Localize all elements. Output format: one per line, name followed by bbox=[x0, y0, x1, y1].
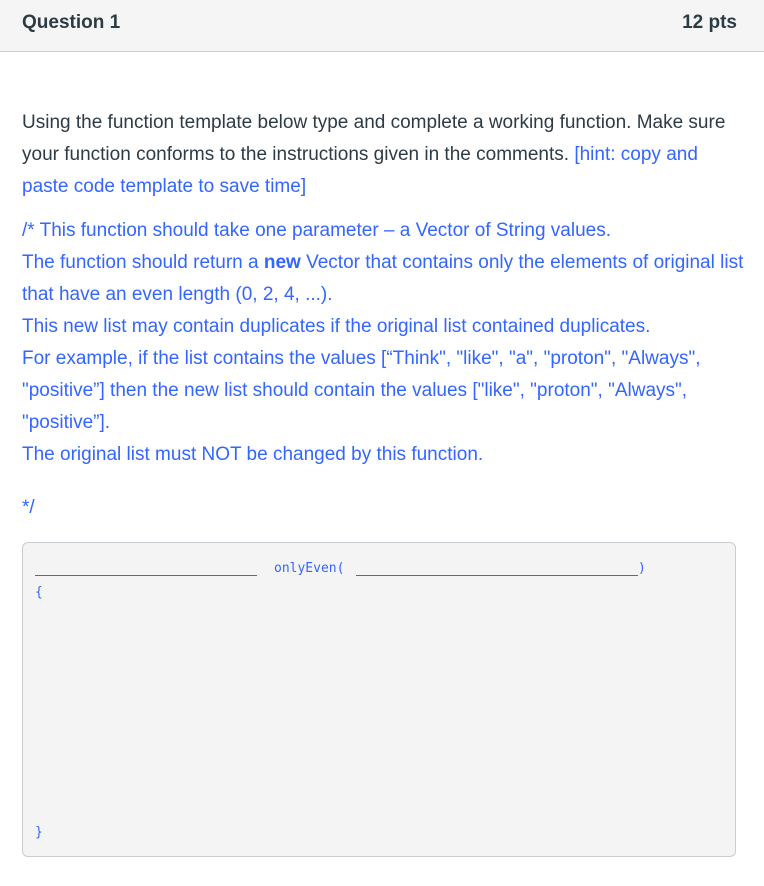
intro-paragraph bbox=[22, 107, 744, 203]
comment-close: */ bbox=[22, 497, 35, 518]
close-brace: } bbox=[35, 825, 43, 840]
comment-line-1: /* This function should take one parameter – a Vector of String values. bbox=[22, 220, 611, 241]
question-points: 12 pts bbox=[682, 12, 737, 33]
function-name: onlyEven( bbox=[274, 561, 345, 576]
comment-line-2 bbox=[22, 247, 744, 311]
close-paren: ) bbox=[638, 561, 646, 576]
comment-bold-new: new bbox=[263, 252, 301, 273]
question-body bbox=[22, 107, 744, 471]
open-brace: { bbox=[35, 585, 43, 600]
comment-line-4: For example, if the list contains the values [“Think", "like", "a", "proton", "Always", "positive”] then the new list should contain the values ["like", "proton", "Always", "positive”]. bbox=[22, 348, 701, 433]
question-title: Question 1 bbox=[22, 12, 121, 33]
intro-text: Using the function template below type and complete a working function. Make sure your function conforms to the instructions given in the comments. bbox=[22, 112, 726, 165]
return-type-blank bbox=[35, 575, 257, 576]
comment-line-5: The original list must NOT be changed by this function. bbox=[22, 444, 484, 465]
instructions-comment bbox=[22, 215, 744, 471]
comment-line-3: This new list may contain duplicates if the original list contained duplicates. bbox=[22, 316, 651, 337]
parameter-blank bbox=[356, 575, 638, 576]
question-header bbox=[0, 0, 764, 52]
comment-line-2-start: The function should return a bbox=[22, 252, 264, 273]
comment-line-2-end: Vector that contains only the elements of original list that have an even length (0, 2, 4, ...). bbox=[22, 252, 744, 305]
code-template-box bbox=[22, 542, 736, 857]
intro-hint: [hint: copy and paste code template to save time] bbox=[22, 144, 698, 197]
